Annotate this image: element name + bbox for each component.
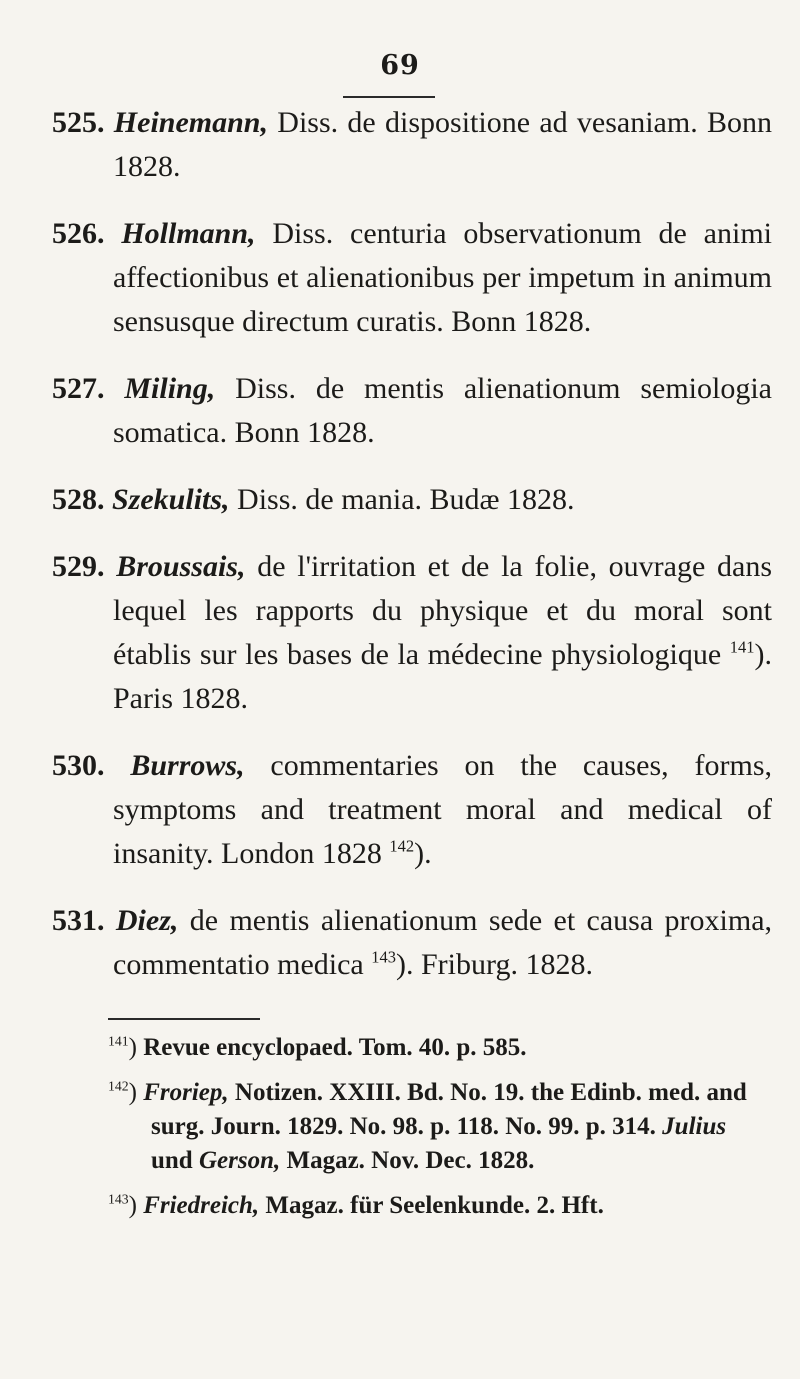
bibliography-entry [52, 212, 772, 344]
entry-author: Heinemann, [113, 106, 268, 139]
footnote-text: Revue encyclopaed. Tom. 40. p. 585. [143, 1034, 527, 1061]
entry-author: Miling, [124, 372, 216, 405]
footnote-text: und [151, 1147, 193, 1174]
footnote: $^{142}$) Froriep, Notizen. XXIII. Bd. No. 19. the Edinb. med. and surg. Journ. 1829. No. 98. p. 118. No. 99. p. 314. Julius und Gerson, Magaz. Nov. Dec. 1828. [108, 1078, 747, 1174]
entry-number: 530. [52, 749, 105, 782]
entry-author: Broussais, [116, 550, 246, 583]
bibliography-entry [52, 367, 772, 455]
entry-text: commentaries on the causes, forms, symptoms and treatment moral and medical of insanity. London 1828 [113, 749, 772, 870]
footnote-ref: 141 [729, 637, 755, 657]
entry-number: 526. [52, 217, 105, 250]
footnote: $^{143}$) Friedreich, Magaz. für Seelenkunde. 2. Hft. [108, 1191, 604, 1219]
entry-number: 529. [52, 550, 105, 583]
entry-text-after: . Friburg. 1828. [406, 948, 593, 981]
footnote-rule [108, 1018, 260, 1020]
entry-author: Diez, [115, 904, 179, 937]
footnote-number: 141 [108, 1033, 129, 1049]
entry-number: 531. [52, 904, 105, 937]
footnotes [108, 1031, 758, 1234]
entry-text: Diss. centuria observationum de animi affectionibus et alienationibus per impetum in animum sensusque directum curatis. Bonn 1828. [113, 217, 772, 338]
entry-text: Diss. de mania. Budæ 1828. [229, 483, 575, 516]
footnote-number: 142 [108, 1078, 129, 1094]
entry-text: de mentis alienationum sede et causa proxima, commentatio medica [113, 904, 773, 981]
footnote-author: Gerson, [198, 1147, 281, 1174]
footnote: $^{141}$) Revue encyclopaed. Tom. 40. p. 585. [108, 1033, 527, 1061]
entry-text-after: . Paris 1828. [113, 638, 772, 715]
entry-text: Diss. de mentis alienationum semiologia somatica. Bonn 1828. [113, 372, 772, 449]
footnote-author: Froriep, [143, 1079, 229, 1106]
page-number: 69 [380, 50, 420, 81]
footnote-text: Magaz. für Seelenkunde. 2. Hft. [265, 1192, 604, 1219]
entry-number: 525. [52, 106, 105, 139]
bibliography-entry [52, 478, 772, 522]
footnote-number: 143 [108, 1191, 129, 1207]
bibliography-entry: 529. Broussais, de l'irritation et de la folie, ouvrage dans lequel les rapports du physique et du moral sont établis sur les bases de la médecine physiologique $^{141}$). Paris 1828. [52, 550, 773, 715]
entry-author: Burrows, [130, 749, 245, 782]
bibliography-entry [52, 101, 772, 189]
bibliography-entry: 531. Diez, de mentis alienationum sede et causa proxima, commentatio medica $^{143}$). Friburg. 1828. [52, 904, 773, 981]
entry-author: Hollmann, [121, 217, 256, 250]
footnote-author: Friedreich, [143, 1192, 260, 1219]
entry-text: Diss. de dispositione ad vesaniam. Bonn 1828. [113, 106, 773, 183]
footnote-ref: 143 [371, 947, 396, 967]
bibliography-list [52, 90, 772, 1010]
footnote-text: Magaz. Nov. Dec. 1828. [286, 1147, 535, 1174]
footnote-ref: 142 [389, 836, 415, 856]
entry-text: de l'irritation et de la folie, ouvrage dans lequel les rapports du physique et du moral sont établis sur les bases de la médecine physiologique [113, 550, 773, 671]
bibliography-entry: 530. Burrows, commentaries on the causes, forms, symptoms and treatment moral and medical of insanity. London 1828 $^{142}$). [52, 749, 772, 870]
entry-number: 527. [52, 372, 105, 405]
entry-number: 528. [52, 483, 105, 516]
entry-author: Szekulits, [112, 483, 230, 516]
footnote-author: Julius [662, 1113, 727, 1140]
footnote-text: Notizen. XXIII. Bd. No. 19. the Edinb. med. and surg. Journ. 1829. No. 98. p. 118. No. 99. p. 314. [151, 1079, 747, 1140]
entry-text-after: . [424, 837, 432, 870]
